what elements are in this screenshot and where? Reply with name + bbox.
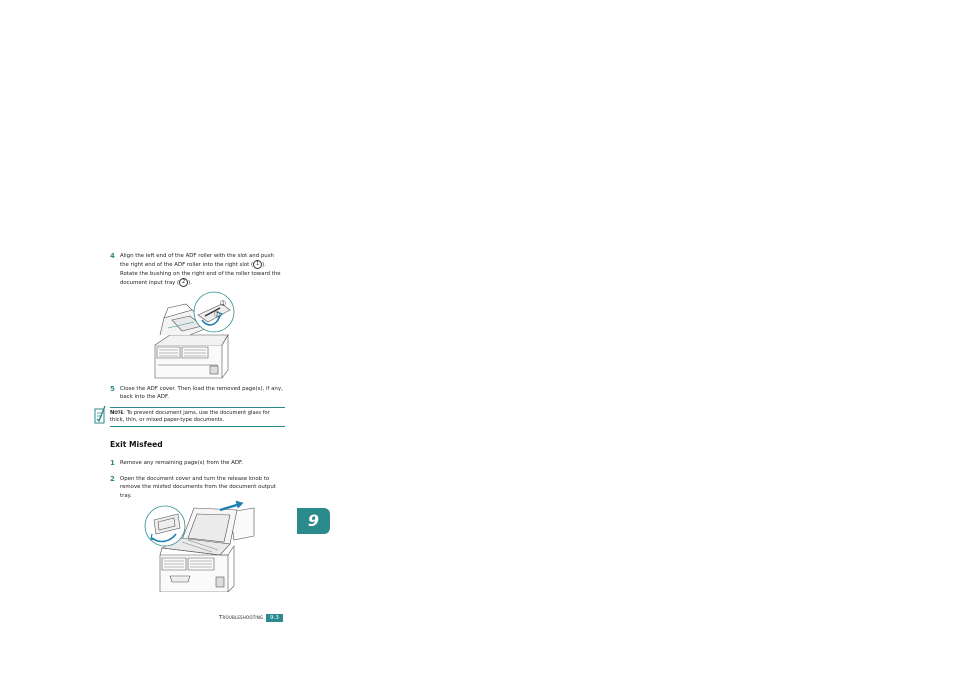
step-text: Close the ADF cover. Then load the removed page(s), if any, back into the ADF. <box>120 386 283 401</box>
step-number: 1 <box>110 459 115 467</box>
note-divider-bottom <box>110 426 285 427</box>
note-icon <box>93 405 107 425</box>
step-text: Open the document cover and turn the release knob to remove the misfed documents from the document output tray. <box>120 476 276 499</box>
step-number: 4 <box>110 252 115 260</box>
note-label: Note <box>110 410 124 416</box>
adf-roller-illustration <box>150 290 245 382</box>
callout-2: 2 <box>179 278 188 287</box>
note-divider-top <box>110 407 285 408</box>
exit-misfeed-illustration <box>142 500 257 592</box>
section-heading: Exit Misfeed <box>110 440 163 449</box>
step-4 <box>110 252 285 288</box>
chapter-tab: 9 <box>297 508 330 534</box>
step-text: Remove any remaining page(s) from the ADF. <box>120 460 243 466</box>
page-number: 9.3 <box>266 614 283 622</box>
footer-section-label: Troubleshooting <box>219 615 264 621</box>
step-text: Align the left end of the ADF roller with the slot and push the right end of the ADF roller into the right slot ( 1 ). Rotate the bushing on the right end of the roller toward the document input tray ( 2 ). <box>120 253 281 287</box>
figure-callout-1: 1 <box>221 300 225 306</box>
note-box <box>93 405 285 427</box>
callout-1: 1 <box>253 260 262 269</box>
step-number: 5 <box>110 385 115 393</box>
step-5 <box>110 385 285 402</box>
note-text: Note: To prevent document jams, use the document glass for thick, thin, or mixed paper-type documents. <box>110 410 270 423</box>
step-2 <box>110 475 285 500</box>
step-1 <box>110 459 285 467</box>
figure-callout-2: 2 <box>215 311 219 317</box>
step-number: 2 <box>110 475 115 483</box>
